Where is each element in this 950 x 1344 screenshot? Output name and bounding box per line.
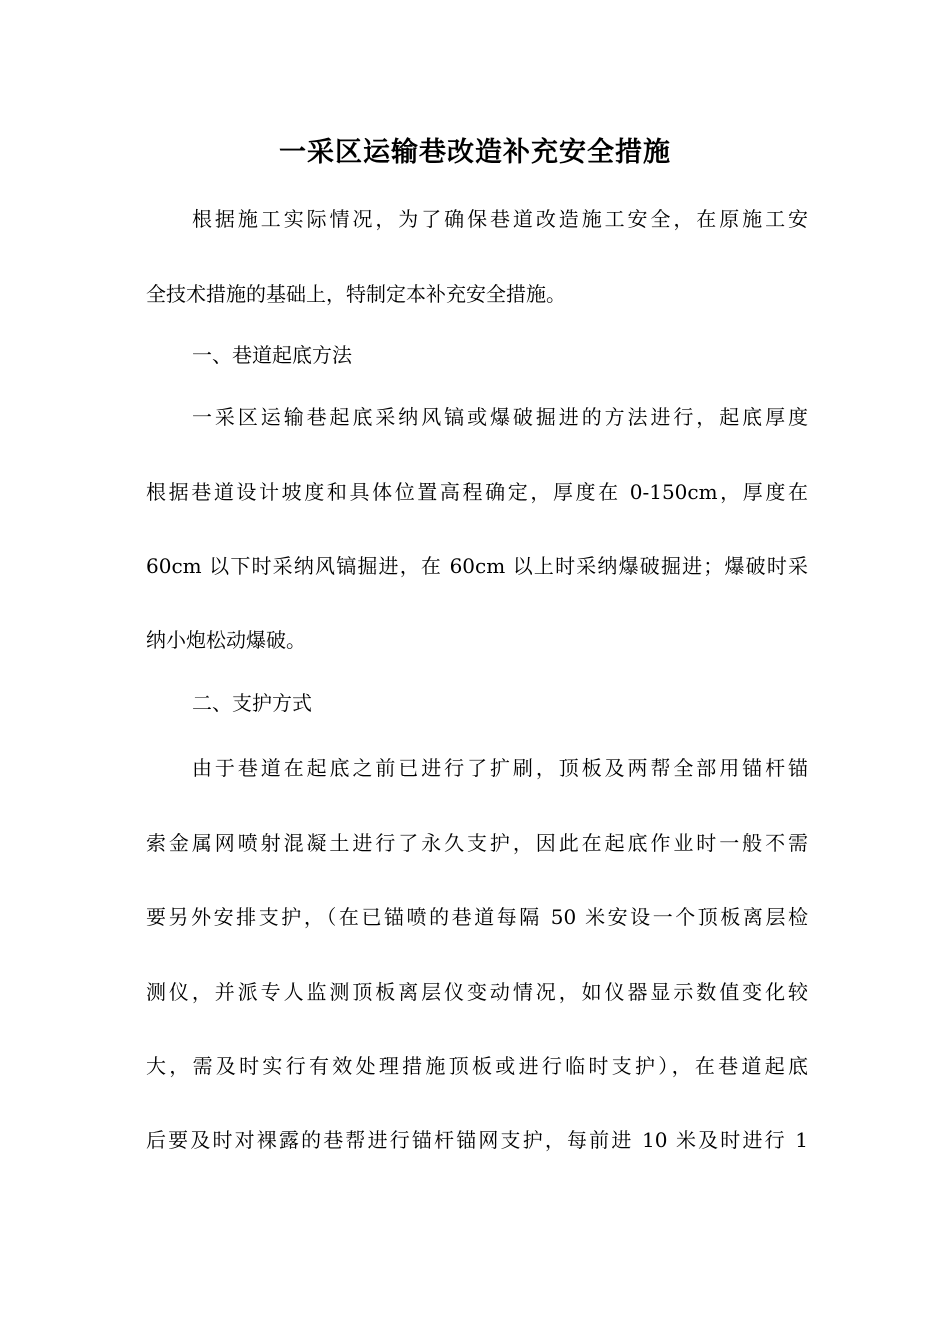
paragraph-line: 要另外安排支护，（在已锚喷的巷道每隔 50 米安设一个顶板离层检 [146, 905, 808, 929]
document-title: 一采区运输巷改造补充安全措施 [279, 137, 671, 168]
paragraph-line: 根据巷道设计坡度和具体位置高程确定，厚度在 0-150cm，厚度在 [146, 480, 808, 504]
paragraph-line: 大，需及时实行有效处理措施顶板或进行临时支护），在巷道起底 [146, 1054, 808, 1078]
paragraph-line: 索金属网喷射混凝土进行了永久支护，因此在起底作业时一般不需 [146, 831, 808, 855]
paragraph-line: 全技术措施的基础上，特制定本补充安全措施。 [146, 282, 566, 306]
paragraph-line: 后要及时对裸露的巷帮进行锚杆锚网支护，每前进 10 米及时进行 1 [146, 1128, 808, 1152]
paragraph-line: 测仪，并派专人监测顶板离层仪变动情况，如仪器显示数值变化较 [146, 980, 808, 1004]
paragraph-line: 根据施工实际情况，为了确保巷道改造施工安全，在原施工安 [192, 207, 808, 231]
paragraph-line: 纳小炮松动爆破。 [146, 628, 306, 652]
paragraph-line: 60cm 以下时采纳风镐掘进，在 60cm 以上时采纳爆破掘进；爆破时采 [146, 554, 808, 578]
section-heading: 二、支护方式 [192, 691, 312, 715]
paragraph-line: 由于巷道在起底之前已进行了扩刷，顶板及两帮全部用锚杆锚 [192, 756, 808, 780]
section-heading: 一、巷道起底方法 [192, 343, 352, 367]
paragraph-line: 一采区运输巷起底采纳风镐或爆破掘进的方法进行，起底厚度 [192, 405, 808, 429]
